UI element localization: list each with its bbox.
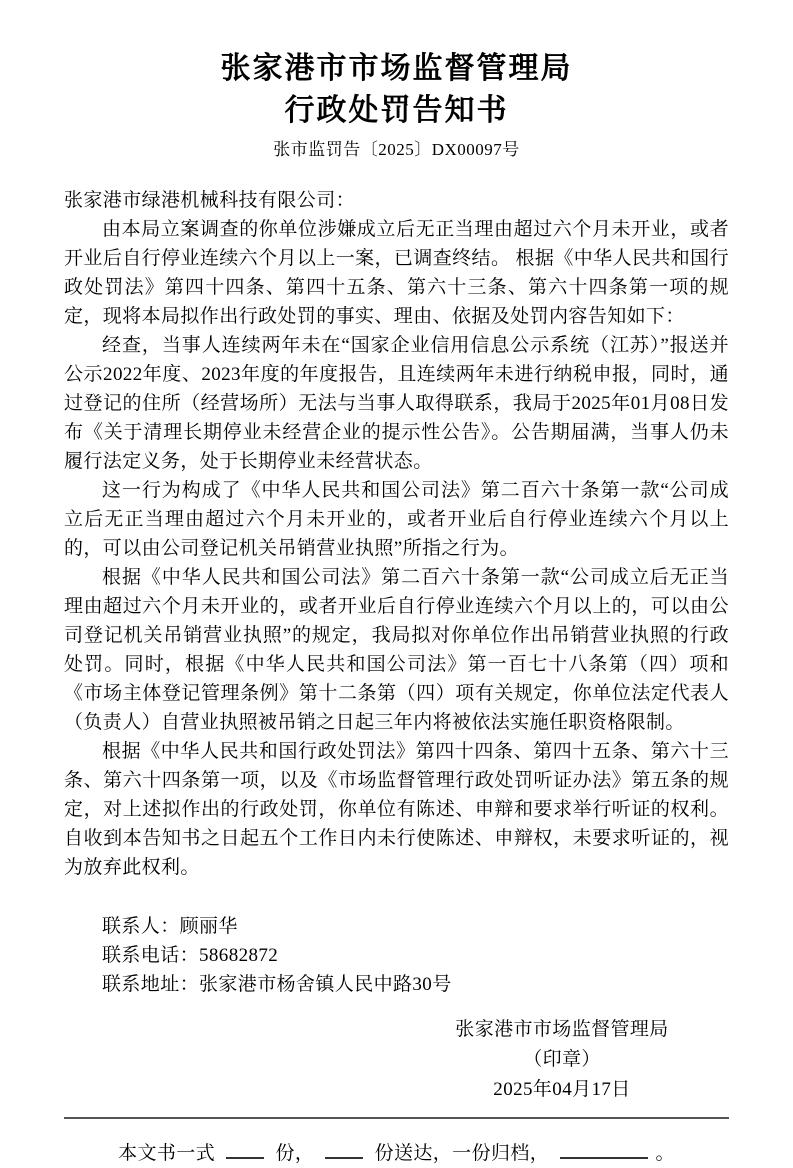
extra-blank [560, 1142, 648, 1159]
copies-note-mid1: 份， [275, 1143, 315, 1164]
contact-block [64, 912, 729, 999]
copies-note-mid2: 份送达，一份归档， [374, 1143, 550, 1164]
signature-seal: （印章） [523, 1049, 601, 1070]
signature-date: 2025年04月17日 [493, 1079, 631, 1100]
document-body [64, 186, 729, 882]
document-number: 张市监罚告〔2025〕DX00097号 [273, 140, 520, 159]
signature-block [447, 1015, 677, 1105]
paragraph-case-summary: 由本局立案调查的你单位涉嫌成立后无正当理由超过六个月未开业，或者开业后自行停业连续六个月以上一案，已调查终结。 根据《中华人民共和国行政处罚法》第四十四条、第四十五条、第六十三条、第六十四条第一项的规定，现将本局拟作出行政处罚的事实、理由、依据及处罚内容告知如下： [64, 219, 729, 327]
contact-phone: 联系电话：58682872 [102, 945, 279, 966]
document-title: 行政处罚告知书 [284, 94, 509, 127]
signature-agency: 张家港市市场监督管理局 [455, 1019, 669, 1040]
paragraph-penalty-basis: 根据《中华人民共和国公司法》第二百六十条第一款“公司成立后无正当理由超过六个月未开业的，或者开业后自行停业连续六个月以上的，可以由公司登记机关吊销营业执照”的规定，我局拟对你单位作出吊销营业执照的行政处罚。同时，根据《中华人民共和国公司法》第一百七十八条第（四）项和《市场主体登记管理条例》第十二条第（四）项有关规定，你单位法定代表人（负责人）自营业执照被吊销之日起三年内将被依法实施任职资格限制。 [64, 567, 729, 733]
copies-note-prefix: 本文书一式 [118, 1143, 216, 1164]
paragraph-rights-notice: 根据《中华人民共和国行政处罚法》第四十四条、第四十五条、第六十三条、第六十四条第一项，以及《市场监督管理行政处罚听证办法》第五条的规定，对上述拟作出的行政处罚，你单位有陈述、申辩和要求举行听证的权利。自收到本告知书之日起五个工作日内未行使陈述、申辩权，未要求听证的，视为放弃此权利。 [64, 741, 729, 878]
contact-person: 联系人：顾丽华 [102, 916, 238, 937]
agency-title: 张家港市市场监督管理局 [220, 52, 573, 85]
delivered-count-blank [325, 1142, 363, 1159]
paragraph-violation: 这一行为构成了《中华人民共和国公司法》第二百六十条第一款“公司成立后无正当理由超过六个月未开业的，或者开业后自行停业连续六个月以上的，可以由公司登记机关吊销营业执照”所指之行为。 [64, 480, 729, 559]
contact-address: 联系地址：张家港市杨舍镇人民中路30号 [102, 974, 452, 995]
copies-note [64, 1139, 729, 1168]
paragraph-findings: 经查，当事人连续两年未在“国家企业信用信息公示系统（江苏）”报送并公示2022年度、2023年度的年度报告，且连续两年未进行纳税申报，同时，通过登记的住所（经营场所）无法与当事人取得联系，我局于2025年01月08日发布《关于清理长期停业未经营企业的提示性公告》。公告期届满，当事人仍未履行法定义务，处于长期停业未经营状态。 [64, 335, 729, 472]
copies-note-suffix: 。 [655, 1143, 675, 1164]
addressee: 张家港市绿港机械科技有限公司： [64, 190, 356, 211]
copies-count-blank [226, 1142, 264, 1159]
footer-divider [64, 1117, 729, 1119]
